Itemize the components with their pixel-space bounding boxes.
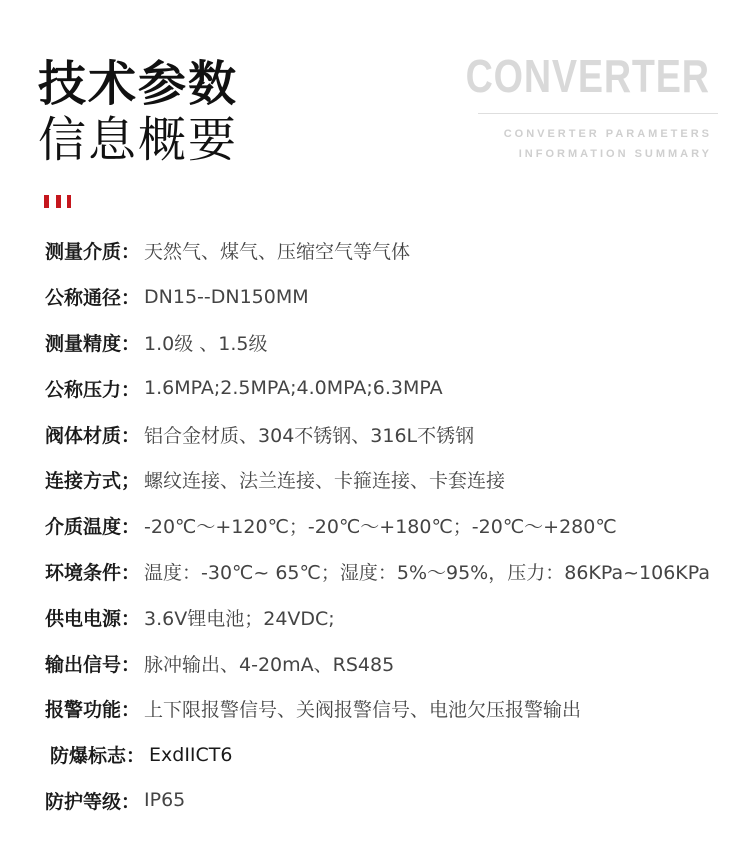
accent-bar-3	[67, 195, 71, 208]
spec-value: 脉冲输出、4-20mA、RS485	[144, 653, 395, 676]
spec-value: IP65	[144, 789, 186, 812]
spec-list	[45, 228, 735, 823]
spec-row-connection	[45, 457, 735, 503]
spec-row-power-supply	[45, 594, 735, 640]
spec-label: 介质温度：	[45, 516, 141, 539]
spec-label: 输出信号：	[45, 653, 141, 676]
spec-row-accuracy	[45, 320, 735, 366]
spec-label: 公称通径：	[45, 287, 141, 310]
spec-label: 阀体材质：	[45, 424, 141, 447]
spec-row-protection	[45, 778, 735, 824]
page-subtitle: 信息概要	[38, 112, 239, 168]
spec-row-medium-temperature	[45, 503, 735, 549]
spec-value: 螺纹连接、法兰连接、卡箍连接、卡套连接	[144, 470, 506, 493]
spec-label: 测量介质：	[45, 241, 141, 264]
page-title: 技术参数	[38, 56, 239, 112]
spec-row-output-signal	[45, 640, 735, 686]
spec-row-alarm	[45, 686, 735, 732]
spec-label: 防爆标志：	[50, 745, 146, 768]
spec-value: 1.6MPA;2.5MPA;4.0MPA;6.3MPA	[144, 377, 443, 400]
spec-label: 报警功能：	[45, 699, 141, 722]
accent-bar-1	[44, 195, 49, 208]
accent-bar-2	[56, 195, 61, 208]
english-subtitle-1: CONVERTER PARAMETERS	[503, 128, 712, 140]
divider-line	[478, 113, 718, 114]
spec-row-body-material	[45, 411, 735, 457]
spec-label: 防护等级：	[45, 790, 141, 813]
spec-row-pressure	[45, 365, 735, 411]
spec-value: -20℃～+120℃；-20℃～+180℃；-20℃～+280℃	[144, 516, 617, 539]
spec-label: 公称压力：	[45, 378, 141, 401]
spec-value: 天然气、煤气、压缩空气等气体	[144, 241, 411, 264]
spec-label: 环境条件：	[45, 561, 141, 584]
spec-value: 上下限报警信号、关阀报警信号、电池欠压报警输出	[144, 699, 582, 722]
spec-value: 温度：-30℃~ 65℃；湿度：5%～95%，压力：86KPa~106KPa	[144, 561, 711, 584]
english-subtitle-2: INFORMATION SUMMARY	[518, 148, 712, 160]
spec-row-environment	[45, 549, 735, 595]
spec-row-medium	[45, 228, 735, 274]
spec-label: 测量精度：	[45, 332, 141, 355]
spec-value: DN15--DN150MM	[144, 285, 309, 308]
spec-label: 供电电源：	[45, 607, 141, 630]
spec-label: 连接方式；	[45, 470, 141, 493]
spec-value: ExdIICT6	[149, 743, 233, 766]
spec-value: 铝合金材质、304不锈钢、316L不锈钢	[144, 424, 475, 447]
spec-value: 1.0级 、1.5级	[144, 332, 268, 355]
spec-row-diameter	[45, 274, 735, 320]
english-title: CONVERTER	[465, 50, 710, 102]
spec-row-explosion-proof	[45, 732, 735, 778]
spec-value: 3.6V锂电池；24VDC;	[144, 607, 335, 630]
